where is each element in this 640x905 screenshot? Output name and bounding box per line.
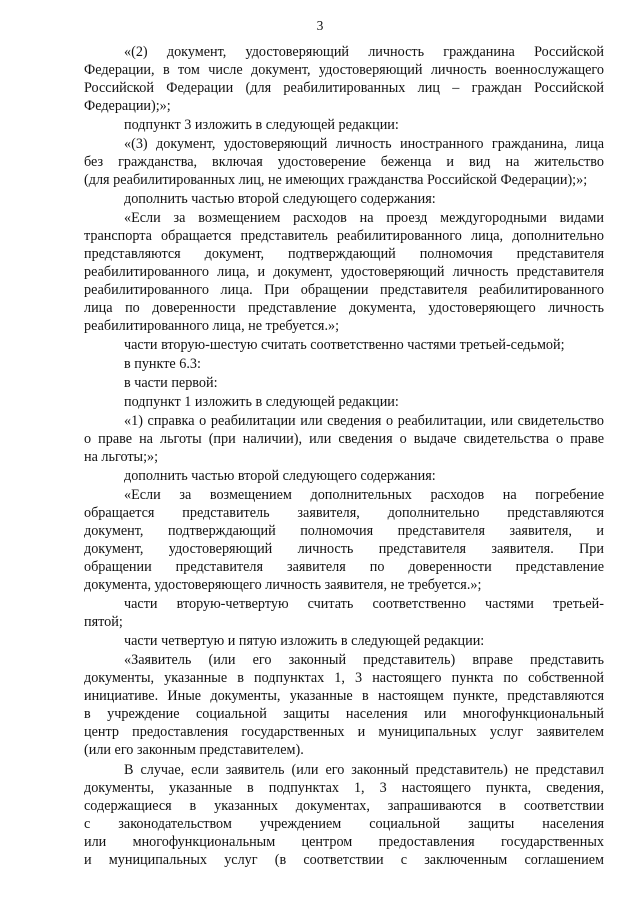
- text-line: дополнить частью второй следующего содержания:: [124, 468, 436, 484]
- text-line: (или его законным представителем).: [84, 742, 304, 758]
- text-line: «Если за возмещением дополнительных расходов на погребение: [124, 487, 604, 503]
- text-line: Российской Федерации (для реабилитированных лиц – граждан Российской: [84, 80, 604, 96]
- text-line: реабилитированного лица, и документ, удостоверяющий личность представителя: [84, 264, 604, 280]
- text-line: «(2) документ, удостоверяющий личность гражданина Российской: [124, 44, 604, 60]
- text-line: транспорта обращается представитель реабилитированного лица, дополнительно: [84, 228, 604, 244]
- text-line: дополнить частью второй следующего содержания:: [124, 191, 436, 207]
- text-line: (для реабилитированных лиц, не имеющих гражданства Российской Федерации);»;: [84, 172, 588, 188]
- text-line: документа, удостоверяющего личность заявителя, не требуется.»;: [84, 577, 482, 593]
- text-line: «Если за возмещением расходов на проезд междугородными видами: [124, 210, 604, 226]
- text-line: «(3) документ, удостоверяющий личность иностранного гражданина, лица: [124, 136, 604, 152]
- text-line: обращается представитель заявителя, дополнительно представляются: [84, 505, 604, 521]
- text-line: лица по доверенности представление документа, удостоверяющего личность: [84, 300, 604, 316]
- text-line: документы, указанные в подпунктах 1, 3 настоящего пункта по собственной: [84, 670, 604, 686]
- page-number: 3: [316, 18, 324, 33]
- text-line: в учреждение социальной защиты населения или многофункциональный: [84, 706, 604, 722]
- text-line: в пункте 6.3:: [124, 356, 201, 372]
- text-line: представляются документ, подтверждающий полномочия представителя: [84, 246, 604, 262]
- text-line: Федерации, в том числе документ, удостоверяющий личность военнослужащего: [84, 62, 604, 78]
- text-line: реабилитированного лица, не требуется.»;: [84, 318, 340, 334]
- text-line: «1) справка о реабилитации или сведения о реабилитации, или свидетельство: [124, 413, 604, 429]
- text-line: инициативе. Иные документы, указанные в настоящем пункте, представляются: [84, 688, 604, 704]
- text-line: или многофункциональным центром предоставления государственных: [84, 834, 604, 850]
- text-line: о праве на льготы (при наличии), или сведения о выдаче свидетельства о праве: [84, 431, 604, 447]
- text-line: «Заявитель (или его законный представитель) вправе представить: [124, 652, 604, 668]
- text-line: содержащиеся в указанных документах, запрашиваются в соответствии: [84, 798, 604, 814]
- text-line: документ, подтверждающий полномочия представителя заявителя, и: [84, 523, 604, 539]
- text-line: части вторую-шестую считать соответственно частями третьей-седьмой;: [124, 337, 565, 353]
- text-line: пятой;: [84, 614, 123, 630]
- text-line: документы, указанные в подпунктах 1, 3 настоящего пункта, сведения,: [84, 780, 604, 796]
- text-line: и муниципальных услуг (в соответствии с заключенным соглашением: [84, 852, 604, 868]
- text-line: обращении представителя заявителя по доверенности представление: [84, 559, 604, 575]
- text-line: подпункт 1 изложить в следующей редакции:: [124, 394, 399, 410]
- text-line: части вторую-четвертую считать соответственно частями третьей-: [124, 596, 604, 612]
- text-line: на льготы;»;: [84, 449, 159, 465]
- text-line: Федерации);»;: [84, 98, 171, 114]
- text-line: центр предоставления государственных и муниципальных услуг заявителем: [84, 724, 604, 740]
- text-line: документ, удостоверяющий личность представителя заявителя. При: [84, 541, 604, 557]
- text-line: с законодательством учреждением социальной защиты населения: [84, 816, 604, 832]
- text-line: без гражданства, включая удостоверение беженца и вид на жительство: [84, 154, 604, 170]
- text-line: части четвертую и пятую изложить в следующей редакции:: [124, 633, 485, 649]
- text-line: В случае, если заявитель (или его законный представитель) не представил: [124, 762, 604, 778]
- text-line: реабилитированного лица. При обращении представителя реабилитированного: [84, 282, 604, 298]
- text-line: подпункт 3 изложить в следующей редакции:: [124, 117, 399, 133]
- text-line: в части первой:: [124, 375, 218, 391]
